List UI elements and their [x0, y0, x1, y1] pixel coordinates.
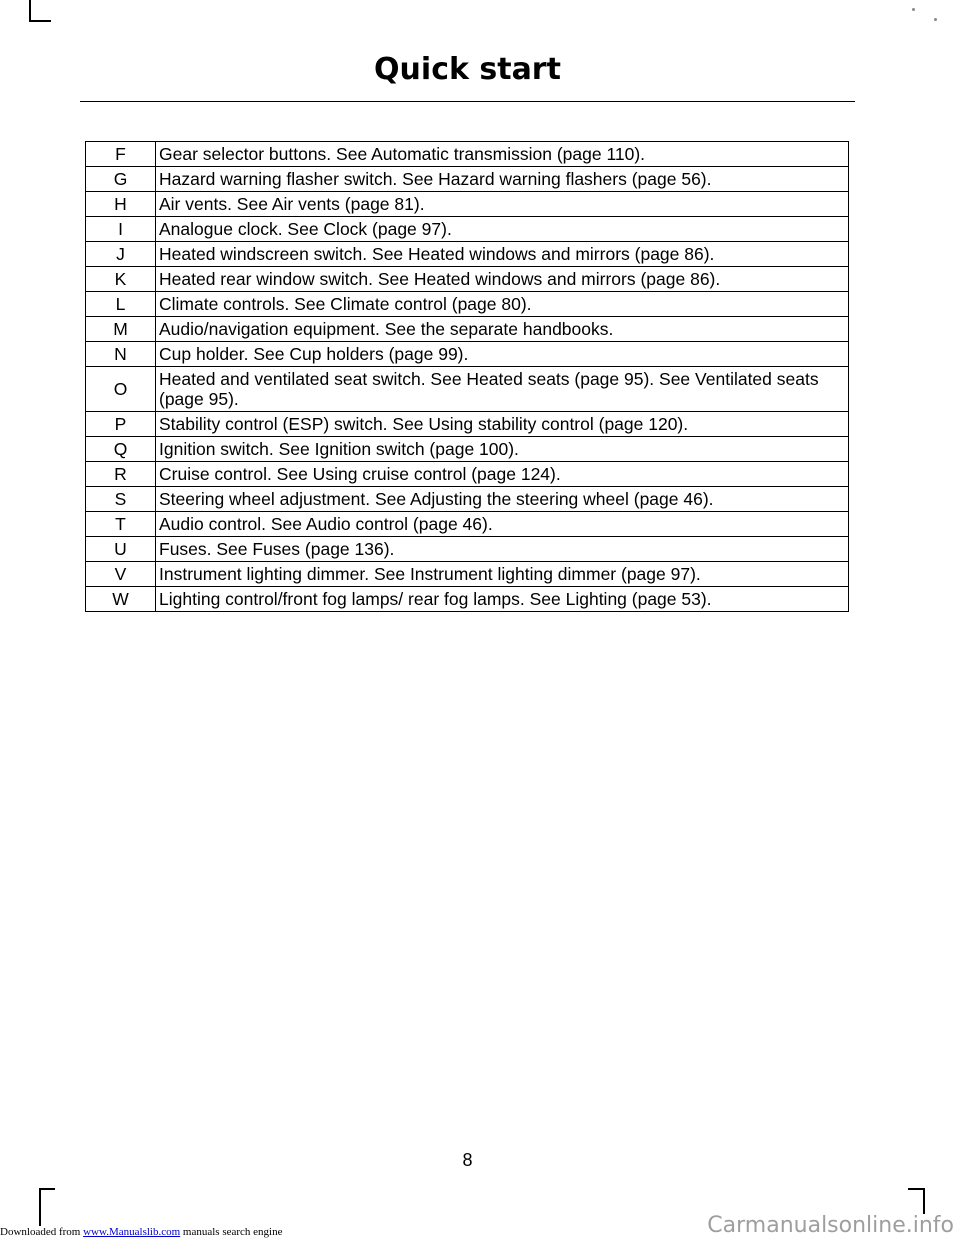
- row-description: Ignition switch. See Ignition switch (page 100).: [156, 437, 849, 462]
- row-description: Heated and ventilated seat switch. See Heated seats (page 95). See Ventilated seats (page 95).: [156, 367, 849, 412]
- row-key: N: [86, 342, 156, 367]
- row-description: Analogue clock. See Clock (page 97).: [156, 217, 849, 242]
- row-key: J: [86, 242, 156, 267]
- table-row: [86, 242, 849, 267]
- row-key: Q: [86, 437, 156, 462]
- table-row: [86, 437, 849, 462]
- table-row: [86, 217, 849, 242]
- row-description: Heated windscreen switch. See Heated windows and mirrors (page 86).: [156, 242, 849, 267]
- row-key: K: [86, 267, 156, 292]
- row-description: Cruise control. See Using cruise control (page 124).: [156, 462, 849, 487]
- row-description: Fuses. See Fuses (page 136).: [156, 537, 849, 562]
- page-number: 8: [462, 1150, 473, 1170]
- row-key: R: [86, 462, 156, 487]
- row-description: Lighting control/front fog lamps/ rear fog lamps. See Lighting (page 53).: [156, 587, 849, 612]
- table-row: [86, 192, 849, 217]
- row-description: Air vents. See Air vents (page 81).: [156, 192, 849, 217]
- row-description: Climate controls. See Climate control (page 80).: [156, 292, 849, 317]
- row-key: V: [86, 562, 156, 587]
- table-row: [86, 562, 849, 587]
- legend-table: [85, 141, 849, 612]
- crop-mark-top-left: [29, 0, 31, 22]
- crop-mark-bottom-left: [39, 1188, 55, 1190]
- row-key: W: [86, 587, 156, 612]
- footer-suffix: manuals search engine: [180, 1226, 283, 1238]
- registration-dot: [934, 18, 937, 21]
- crop-mark-top-left: [29, 20, 51, 22]
- row-description: Gear selector buttons. See Automatic transmission (page 110).: [156, 142, 849, 167]
- row-key: G: [86, 167, 156, 192]
- table-row: [86, 412, 849, 437]
- row-description: Cup holder. See Cup holders (page 99).: [156, 342, 849, 367]
- page-title: Quick start: [374, 52, 561, 87]
- table-row: [86, 317, 849, 342]
- row-key: O: [86, 367, 156, 412]
- row-description: Audio/navigation equipment. See the separate handbooks.: [156, 317, 849, 342]
- download-footer: [0, 1226, 282, 1238]
- table-row: [86, 142, 849, 167]
- crop-mark-bottom-right: [908, 1188, 924, 1190]
- row-key: M: [86, 317, 156, 342]
- footer-prefix: Downloaded from: [0, 1226, 84, 1238]
- row-key: T: [86, 512, 156, 537]
- row-description: Instrument lighting dimmer. See Instrument lighting dimmer (page 97).: [156, 562, 849, 587]
- table-row: [86, 167, 849, 192]
- watermark: Carmanualsonline.info: [707, 1213, 954, 1238]
- row-key: L: [86, 292, 156, 317]
- row-description: Stability control (ESP) switch. See Using stability control (page 120).: [156, 412, 849, 437]
- row-key: S: [86, 487, 156, 512]
- crop-mark-bottom-right: [923, 1188, 925, 1214]
- table-row: [86, 367, 849, 412]
- row-key: U: [86, 537, 156, 562]
- row-description: Audio control. See Audio control (page 46).: [156, 512, 849, 537]
- table-row: [86, 342, 849, 367]
- row-key: H: [86, 192, 156, 217]
- table-row: [86, 462, 849, 487]
- manualslib-link[interactable]: www.Manualslib.com: [83, 1226, 181, 1238]
- table-row: [86, 292, 849, 317]
- row-description: Heated rear window switch. See Heated windows and mirrors (page 86).: [156, 267, 849, 292]
- row-description: Steering wheel adjustment. See Adjusting the steering wheel (page 46).: [156, 487, 849, 512]
- table-row: [86, 267, 849, 292]
- row-description: Hazard warning flasher switch. See Hazard warning flashers (page 56).: [156, 167, 849, 192]
- title-divider: [80, 101, 855, 102]
- row-key: I: [86, 217, 156, 242]
- row-key: F: [86, 142, 156, 167]
- table-row: [86, 587, 849, 612]
- table-row: [86, 537, 849, 562]
- row-key: P: [86, 412, 156, 437]
- table-row: [86, 512, 849, 537]
- table-row: [86, 487, 849, 512]
- registration-dot: [912, 8, 915, 11]
- crop-mark-bottom-left: [39, 1188, 41, 1226]
